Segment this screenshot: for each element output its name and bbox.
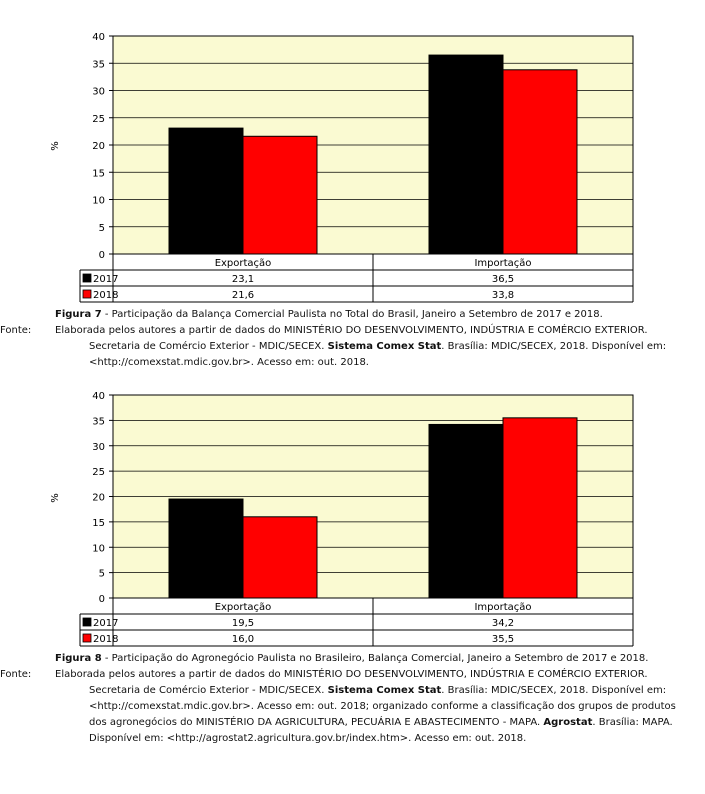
fig8-ytick-label: 25	[92, 467, 105, 479]
fig7-ytick-label: 40	[92, 32, 105, 43]
fig7-ytick-label: 20	[92, 141, 105, 152]
fig7-data-label-2017-0: 23,1	[231, 274, 255, 285]
figure-7-chart-svg	[0, 0, 705, 310]
fig8-data-label-2018-0: 16,0	[231, 634, 255, 645]
fig8-ylabel: %	[50, 493, 61, 503]
figure-8-fonte-line4b: Agrostat	[543, 717, 593, 728]
fig7-data-label-2017-1: 36,5	[491, 274, 515, 285]
fig8-data-label-2017-0: 19,5	[231, 618, 255, 629]
fig8-bar-2017-1	[429, 424, 503, 598]
figure-8-chart	[0, 358, 705, 658]
fig8-category-label: Importação	[474, 602, 532, 613]
fig8-data-label-2018-1: 35,5	[491, 634, 515, 645]
fig8-legend-label-2017: 2017	[93, 618, 119, 629]
figure-7-fonte-line2b: Sistema Comex Stat	[327, 341, 442, 352]
figure-7-fonte-line3: <http://comexstat.mdic.gov.br>. Acesso em: out. 2018.	[89, 357, 369, 368]
figure-8-chart-svg	[0, 358, 705, 658]
fig7-ytick-label: 30	[92, 86, 105, 98]
fig8-ytick-label: 5	[98, 568, 105, 580]
fig8-data-label-2017-1: 34,2	[491, 618, 515, 629]
fig7-legend-swatch-2017	[83, 274, 91, 282]
figure-8-caption	[0, 651, 676, 747]
fig7-data-label-2018-0: 21,6	[231, 290, 255, 301]
figure-8-fonte-line2a: Secretaria de Comércio Exterior - MDIC/SECEX.	[89, 685, 328, 696]
fig7-ytick-label: 35	[92, 59, 105, 71]
fig7-ytick-label: 10	[92, 195, 105, 207]
figure-8-fonte-label: Fonte:	[0, 669, 32, 680]
figure-8-fonte-line2c: . Brasília: MDIC/SECEX, 2018. Disponível em:	[441, 685, 667, 696]
figure-8-fonte-line4a: dos agronegócios do MINISTÉRIO DA AGRICULTURA, PECUÁRIA E ABASTECIMENTO - MAPA.	[89, 717, 544, 728]
figure-8-fonte-line3: <http://comexstat.mdic.gov.br>. Acesso em: out. 2018; organizado conforme a classificação dos grupos de produtos	[89, 701, 676, 712]
figure-7-title: - Participação da Balança Comercial Paulista no Total do Brasil, Janeiro a Setembro de 2017 e 2018.	[101, 309, 603, 320]
fig8-ytick-label: 35	[92, 416, 105, 428]
fig7-legend-swatch-2018	[83, 290, 91, 298]
fig7-legend-label-2018: 2018	[93, 290, 119, 301]
fig7-category-label: Exportação	[214, 258, 272, 269]
figure-7-fonte-line1: Elaborada pelos autores a partir de dados do MINISTÉRIO DO DESENVOLVIMENTO, INDÚSTRIA E COMÉRCIO EXTERIOR.	[55, 325, 648, 336]
fig8-ytick-label: 40	[92, 391, 105, 402]
figure-8-fonte-line5: Disponível em: <http://agrostat2.agricultura.gov.br/index.htm>. Acesso em: out. 2018.	[89, 733, 527, 744]
fig8-legend-swatch-2018	[83, 634, 91, 642]
figure-8-fonte-line2b: Sistema Comex Stat	[327, 685, 442, 696]
figure-8-title: - Participação do Agronegócio Paulista no Brasileiro, Balança Comercial, Janeiro a Setembro de 2017 e 2018.	[101, 653, 649, 664]
fig7-ytick-label: 5	[98, 222, 105, 234]
fig7-ytick-label: 0	[98, 250, 105, 261]
fig7-bar-2017-0	[169, 128, 243, 254]
fig8-bar-2017-0	[169, 499, 243, 598]
fig8-ytick-label: 10	[92, 543, 105, 555]
fig8-legend-label-2018: 2018	[93, 634, 119, 645]
fig8-category-label: Exportação	[214, 602, 272, 613]
figure-8-label: Figura 8	[55, 653, 102, 664]
fig7-data-label-2018-1: 33,8	[491, 290, 515, 301]
fig8-ytick-label: 0	[98, 594, 105, 605]
fig8-legend-swatch-2017	[83, 618, 91, 626]
fig7-ytick-label: 25	[92, 113, 105, 125]
fig8-ytick-label: 20	[92, 492, 105, 504]
fig8-bar-2018-1	[503, 418, 577, 598]
figure-8-fonte-line1: Elaborada pelos autores a partir de dados do MINISTÉRIO DO DESENVOLVIMENTO, INDÚSTRIA E COMÉRCIO EXTERIOR.	[55, 669, 648, 680]
fig7-bar-2018-1	[503, 70, 577, 254]
figure-7-chart	[0, 0, 705, 310]
figure-8-fonte-line4c: . Brasília: MAPA.	[592, 717, 673, 728]
figure-7-label: Figura 7	[55, 309, 102, 320]
fig7-category-label: Importação	[474, 258, 532, 269]
fig7-ytick-label: 15	[92, 168, 105, 180]
fig7-legend-label-2017: 2017	[93, 274, 119, 285]
fig7-bar-2018-0	[243, 136, 317, 254]
fig8-bar-2018-0	[243, 517, 317, 598]
fig8-ytick-label: 30	[92, 441, 105, 453]
figure-7-fonte-line2a: Secretaria de Comércio Exterior - MDIC/SECEX.	[89, 341, 328, 352]
figure-7-fonte-line2c: . Brasília: MDIC/SECEX, 2018. Disponível em:	[441, 341, 667, 352]
figure-7-fonte-label: Fonte:	[0, 325, 32, 336]
fig7-ylabel: %	[50, 141, 61, 151]
fig7-bar-2017-1	[429, 55, 503, 254]
fig8-ytick-label: 15	[92, 517, 105, 529]
